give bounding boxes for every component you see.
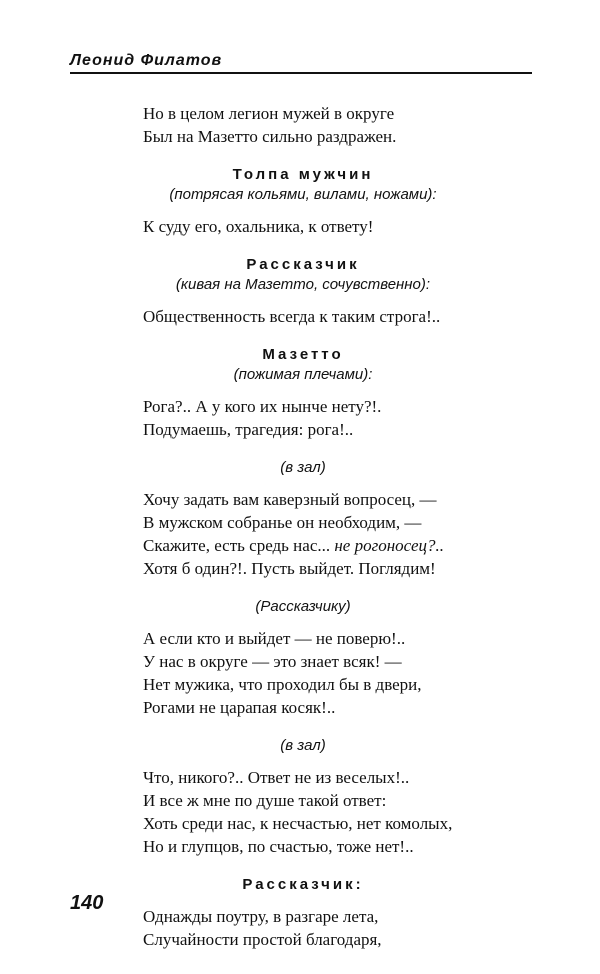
- verse-block: [143, 627, 543, 719]
- verse-line: В мужском собранье он необходим, —: [143, 513, 422, 532]
- verse-block: [143, 215, 543, 238]
- verse-line: Случайности простой благодаря,: [143, 930, 382, 949]
- verse-line: Что, никого?.. Ответ не из веселых!..: [143, 768, 410, 787]
- verse-line: Подумаешь, трагедия: рога!..: [143, 420, 354, 439]
- verse-block: [143, 488, 543, 580]
- verse-block: [143, 305, 543, 328]
- verse-line: У нас в округе — это знает всяк! —: [143, 652, 402, 671]
- verse-line: Был на Мазетто сильно раздражен.: [143, 127, 397, 146]
- stage-direction: (в зал): [280, 737, 326, 754]
- verse-line: [143, 534, 543, 557]
- speaker-name: Толпа мужчин: [232, 166, 374, 183]
- stage-direction: (потрясая кольями, вилами, ножами):: [169, 186, 437, 203]
- verse-block: [143, 766, 543, 858]
- verse-emphasis: не рогоносец?..: [334, 536, 445, 555]
- speaker-name: Рассказчик:: [242, 876, 364, 893]
- verse-line: К суду его, охальника, к ответу!: [143, 217, 374, 236]
- opening-stanza: [143, 102, 543, 148]
- verse-block: [143, 905, 543, 951]
- page-body: [143, 102, 543, 951]
- verse-line: Но и глупцов, по счастью, тоже нет!..: [143, 837, 414, 856]
- speaker-name: Мазетто: [262, 346, 344, 363]
- stage-direction: (Рассказчику): [255, 598, 351, 615]
- verse-line: Но в целом легион мужей в округе: [143, 104, 395, 123]
- stage-direction: (пожимая плечами):: [233, 366, 373, 383]
- stage-direction: (в зал): [280, 459, 326, 476]
- speaker-name: Рассказчик: [246, 256, 360, 273]
- header-rule: [70, 72, 532, 74]
- stage-direction: (кивая на Мазетто, сочувственно):: [175, 276, 431, 293]
- verse-line: А если кто и выйдет — не поверю!..: [143, 629, 406, 648]
- page-number: 140: [70, 892, 104, 914]
- verse-line: И все ж мне по душе такой ответ:: [143, 791, 387, 810]
- verse-block: [143, 395, 543, 441]
- verse-line: Рога?.. А у кого их нынче нету?!.: [143, 397, 382, 416]
- verse-line: Общественность всегда к таким строга!..: [143, 307, 441, 326]
- verse-line: Рогами не царапая косяк!..: [143, 698, 336, 717]
- verse-line: Нет мужика, что проходил бы в двери,: [143, 675, 422, 694]
- verse-line: Хотя б один?!. Пусть выйдет. Поглядим!: [143, 559, 436, 578]
- verse-line: Однажды поутру, в разгаре лета,: [143, 907, 379, 926]
- running-header-author: Леонид Филатов: [70, 52, 223, 69]
- verse-line: Хоть среди нас, к несчастью, нет комолых,: [143, 814, 453, 833]
- verse-text: Скажите, есть средь нас...: [143, 536, 335, 555]
- verse-line: Хочу задать вам каверзный вопросец, —: [143, 490, 437, 509]
